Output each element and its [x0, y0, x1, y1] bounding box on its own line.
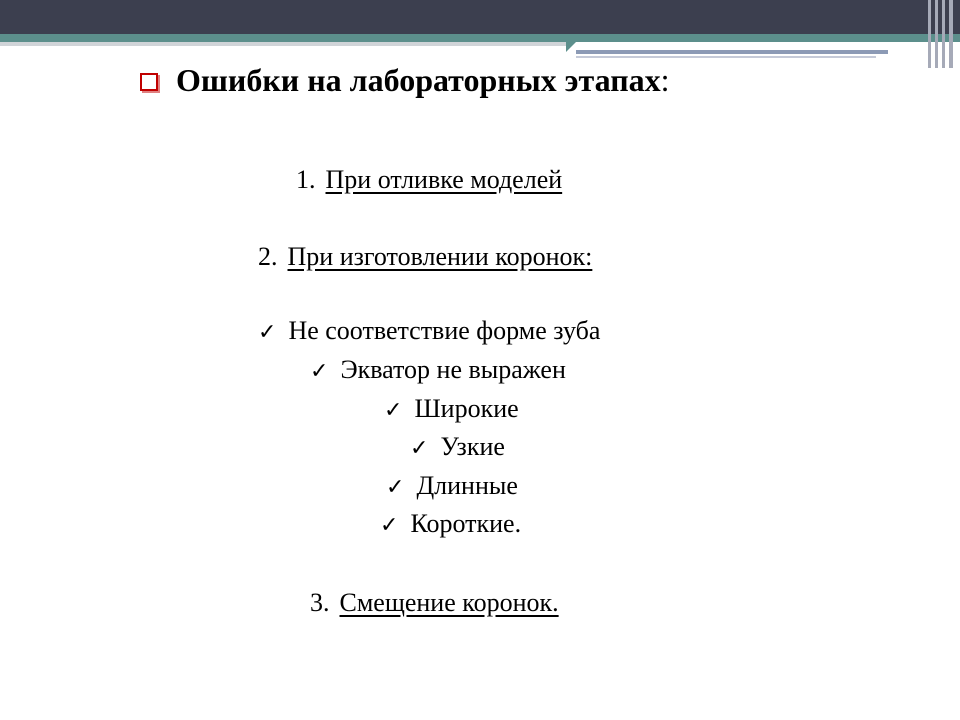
check-item	[380, 509, 521, 539]
list-item-number: 1.	[296, 165, 316, 194]
header-rule	[576, 50, 888, 54]
list-item-3	[310, 588, 559, 618]
list-item-text: Смещение коронок.	[339, 588, 559, 617]
list-item-text: При отливке моделей	[325, 165, 563, 194]
checkmark-icon: ✓	[386, 475, 405, 500]
checkmark-icon: ✓	[410, 436, 429, 461]
checkmark-icon: ✓	[310, 359, 329, 384]
header-notch	[566, 42, 576, 52]
list-item-text: При изготовлении коронок:	[287, 242, 593, 271]
list-item-1	[296, 165, 562, 195]
checkmark-icon: ✓	[258, 320, 277, 345]
slide-title	[140, 62, 670, 99]
header-accent-band	[0, 34, 960, 42]
slide-title-text: Ошибки на лабораторных этапах	[176, 62, 661, 98]
header-band	[0, 0, 960, 34]
list-item-2	[258, 242, 592, 272]
check-item-text: Узкие	[440, 432, 505, 461]
square-bullet-icon	[140, 73, 158, 91]
check-item	[258, 316, 600, 346]
check-item	[310, 355, 566, 385]
list-item-number: 2.	[258, 242, 278, 271]
header-rule-secondary	[576, 56, 876, 58]
check-item-text: Не соответствие форме зуба	[288, 316, 601, 345]
slide-title-colon: :	[660, 62, 670, 98]
checkmark-icon: ✓	[380, 513, 399, 538]
check-item	[386, 471, 518, 501]
checkmark-icon: ✓	[384, 398, 403, 423]
list-item-number: 3.	[310, 588, 330, 617]
header-side-bars	[926, 0, 960, 68]
check-item-text: Короткие.	[410, 509, 522, 538]
check-item	[384, 394, 519, 424]
header-light-strip	[0, 42, 570, 46]
check-item-text: Длинные	[416, 471, 518, 500]
check-item-text: Экватор не выражен	[340, 355, 566, 384]
check-item-text: Широкие	[414, 394, 519, 423]
check-item	[410, 432, 505, 462]
